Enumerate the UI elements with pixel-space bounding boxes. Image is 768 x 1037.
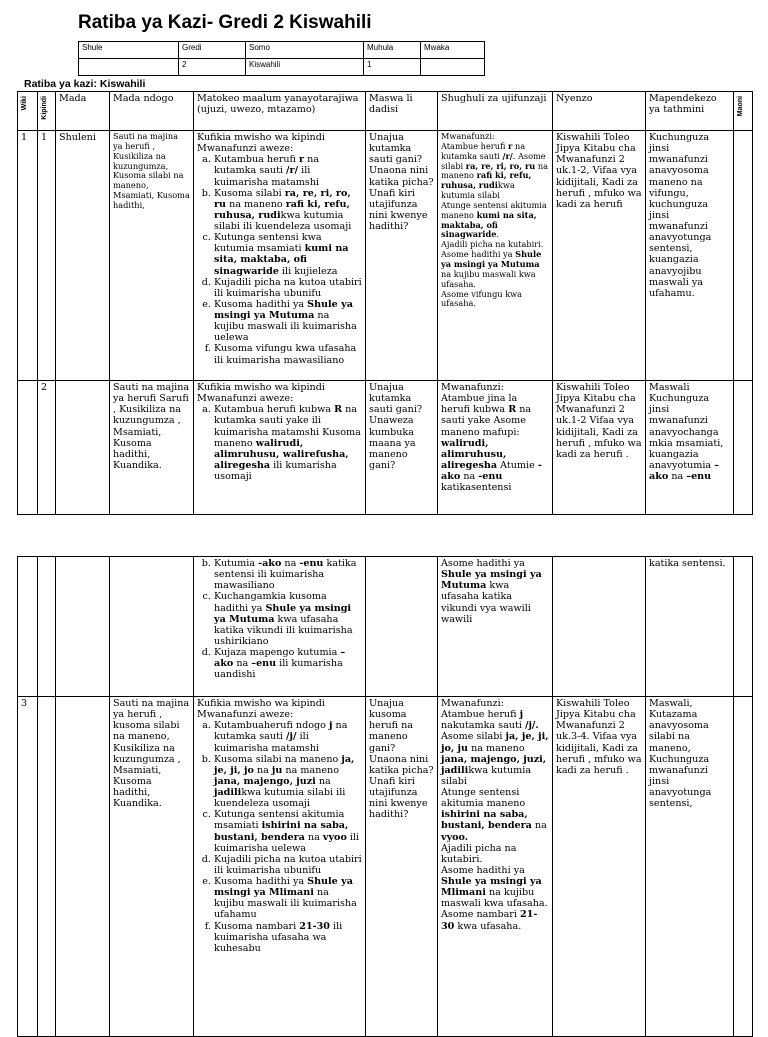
schedule-table-page-1 [17,91,753,515]
meta-header-shule: Shule [79,42,179,59]
cell-kipindi [38,697,56,1037]
list-item: b. Kusoma silabi na maneno ja, je, ji, jo na ju na maneno jana, majengo, juzi na jadilikwa kutumia silabi ili kuendeleza usomaji [214,754,362,810]
cell-mapendekezo: Kuchunguza jinsi mwanafunzi anavyosoma maneno na vifungu, kuchunguza jinsi mwanafunzi anavyotunga sentensi, kuangazia anavyojibu maswali ya ufahamu. [646,131,734,381]
cell-mada-ndogo: Sauti na majina ya herufi , kusoma silabi na maneno, Kusikiliza na kuzungumza , Msamiati, Kusoma hadithi, Kuandika. [110,697,194,1037]
cell-mapendekezo: Maswali, Kutazama anavyosoma silabi na maneno, Kuchunguza mwanafunzi jinsi anavyotunga sentensi, [646,697,734,1037]
header-maswali: Maswa li dadisi [366,92,438,131]
header-kipindi: Kipindi [38,92,56,131]
cell-mada-ndogo: Sauti na majina ya herufi Sarufi , Kusikiliza na kuzungumza , Msamiati, Kusoma hadithi, Kuandika. [110,381,194,515]
cell-shughuli: Mwanafunzi: Atambue herufi r na kutamka sauti /r/. Asome silabi ra, re, ri, ro, ru na maneno rafi ki, refu, ruhusa, rudikwa kutumia silabi Atunge sentensi akitumia maneno kumi na sita, maktaba, ofi sinagwaride. Ajadili picha na kutabiri. Asome hadithi ya Shule ya msingi ya Mutuma na kujibu maswali kwa ufasaha. Asome vifungu kwa ufasaha. [438,131,553,381]
list-item: c. Kuchangamkia kusoma hadithi ya Shule ya msingi ya Mutuma kwa ufasaha katika vikundi ili kuimarisha ushirikiano [214,591,362,647]
cell-nyenzo: Kiswahili Toleo Jipya Kitabu cha Mwanafunzi 2 uk.1-2, Vifaa vya kidijitali, Kadi za herufi , mfuko wa kadi za herufi [553,131,646,381]
matokeo-list [197,720,362,954]
header-mada: Mada [56,92,110,131]
schedule-subtitle: Ratiba ya kazi: Kiswahili [24,78,146,90]
cell-wiki: 1 [18,131,38,381]
list-item: d. Kujadili picha na kutoa utabiri ili kuimarisha ubunifu [214,854,362,876]
cell-mada [56,557,110,697]
meta-value-gredi: 2 [179,59,246,76]
cell-shughuli: Mwanafunzi: Atambue herufi j nakutamka sauti /j/. Asome silabi ja, je, ji, jo, ju na maneno jana, majengo, juzi, jadilikwa kutumia silabi Atunge sentensi akitumia maneno ishirini na saba, bustani, bendera na vyoo. Ajadili picha na kutabiri. Asome hadithi ya Shule ya msingi ya Mlimani na kujibu maswali kwa ufasaha. Asome nambari 21-30 kwa ufasaha. [438,697,553,1037]
header-wiki: Wiki [18,92,38,131]
cell-maoni [734,557,753,697]
cell-nyenzo: Kiswahili Toleo Jipya Kitabu cha Mwanafunzi 2 uk.1-2 Vifaa vya kidijitali, Kadi za herufi , mfuko wa kadi za herufi . [553,381,646,515]
cell-maswali [366,557,438,697]
cell-kipindi: 1 [38,131,56,381]
meta-value-somo: Kiswahili [246,59,364,76]
header-matokeo: Matokeo maalum yanayotarajiwa (ujuzi, uwezo, mtazamo) [194,92,366,131]
list-item: f. Kusoma vifungu kwa ufasaha ili kuimarisha mawasiliano [214,343,362,365]
header-mada-ndogo: Mada ndogo [110,92,194,131]
list-item: a. Kutambua herufi r na kutamka sauti /r/ ili kuimarisha matamshi [214,154,362,187]
cell-nyenzo [553,557,646,697]
cell-mada-ndogo [110,557,194,697]
list-item: d. Kujadili picha na kutoa utabiri ili kuimarisha ubunifu [214,277,362,299]
header-maoni: Maoni [734,92,753,131]
cell-matokeo: Kufikia mwisho wa kipindi Mwanafunzi aweze: a. Kutambua herufi kubwa R na kutamka sauti yake ili kuimarisha matamshi Kusoma maneno walirudi, alimruhusu, walirefusha, aliregesha ili kumarisha usomaji [194,381,366,515]
list-item: a. Kutambua herufi kubwa R na kutamka sauti yake ili kuimarisha matamshi Kusoma maneno walirudi, alimruhusu, walirefusha, aliregesha ili kumarisha usomaji [214,404,362,482]
cell-maoni [734,381,753,515]
cell-maoni [734,131,753,381]
cell-mada [56,697,110,1037]
header-mapendekezo: Mapendekezo ya tathmini [646,92,734,131]
meta-value-mwaka [421,59,485,76]
cell-mapendekezo: Maswali Kuchunguza jinsi mwanafunzi anavyochanga mkia msamiati, kuangazia anavyotumia –ako na –enu [646,381,734,515]
list-item: b. Kusoma silabi ra, re, ri, ro, ru na maneno rafi ki, refu, ruhusa, rudikwa kutumia silabi ili kuendeleza usomaji [214,188,362,233]
matokeo-list [197,558,362,680]
list-item: b. Kutumia -ako na -enu katika sentensi ili kuimarisha mawasiliano [214,558,362,591]
header-nyenzo: Nyenzo [553,92,646,131]
list-item: c. Kutunga sentensi akitumia msamiati ishirini na saba, bustani, bendera na vyoo ili kuimarisha uelewa [214,809,362,854]
meta-header-mwaka: Mwaka [421,42,485,59]
cell-matokeo [194,131,366,381]
list-item: a. Kutambuaherufi ndogo j na kutamka sauti /j/ ili kuimarisha matamshi [214,720,362,753]
cell-shughuli: Mwanafunzi: Atambue jina la herufi kubwa R na sauti yake Asome maneno mafupi: walirudi, alimruhusu, aliregesha Atumie -ako na -enu katikasentensi [438,381,553,515]
matokeo-list [197,404,362,482]
list-item: c. Kutunga sentensi kwa kutumia msamiati kumi na sita, maktaba, ofi sinagwaride ili kujieleza [214,232,362,277]
schedule-table-page-2 [17,556,753,1037]
meta-header-gredi: Gredi [179,42,246,59]
cell-maswali: Unajua kutamka sauti gani? Unaweza kumbuka maana ya maneno gani? [366,381,438,515]
table-row [18,697,753,1037]
matokeo-list [197,154,362,365]
list-item: e. Kusoma hadithi ya Shule ya msingi ya Mlimani na kujibu maswali ili kuimarisha ufahamu [214,876,362,921]
meta-table [78,41,485,76]
table-row [18,131,753,381]
cell-maswali: Unajua kusoma herufi na maneno gani? Unaona nini katika picha? Unafi kiri utajifunza nini kwenye hadithi? [366,697,438,1037]
cell-kipindi: 2 [38,381,56,515]
list-item: f. Kusoma nambari 21-30 ili kuimarisha ufasaha wa kuhesabu [214,921,362,954]
cell-mapendekezo: katika sentensi. [646,557,734,697]
header-shughuli: Shughuli za ujifunzaji [438,92,553,131]
cell-mada [56,381,110,515]
table-row [18,557,753,697]
list-item: e. Kusoma hadithi ya Shule ya msingi ya Mutuma na kujibu maswali ili kuimarisha uelewa [214,299,362,344]
table-row [18,381,753,515]
cell-wiki: 3 [18,697,38,1037]
matokeo-intro: Kufikia mwisho wa kipindi Mwanafunzi aweze: [197,132,325,155]
cell-matokeo: Kufikia mwisho wa kipindi Mwanafunzi aweze: a. Kutambuaherufi ndogo j na kutamka sauti /j/ ili kuimarisha matamshi b. Kusoma silabi na maneno ja, je, ji, jo na ju na maneno jana, majengo, juzi na jadilikwa kutumia silabi ili kuendeleza usomaji c. Kutunga sentensi akitumia msamiati ishirini na saba, bustani, bendera na vyoo ili kuimarisha uelewa d. Kujadili picha na kutoa utabiri ili kuimarisha ubunifu e. Kusoma hadithi ya Shule ya msingi ya Mlimani na kujibu maswali ili kuimarisha ufahamu f. Kusoma nambari 21-30 ili kuimarisha ufasaha wa kuhesabu [194,697,366,1037]
document-title: Ratiba ya Kazi- Gredi 2 Kiswahili [78,12,372,33]
cell-wiki [18,557,38,697]
meta-value-muhula: 1 [364,59,421,76]
cell-shughuli: Asome hadithi ya Shule ya msingi ya Mutuma kwa ufasaha katika vikundi vya wawili wawili [438,557,553,697]
cell-kipindi [38,557,56,697]
cell-maswali: Unajua kutamka sauti gani? Unaona nini katika picha? Unafi kiri utajifunza nini kwenye hadithi? [366,131,438,381]
cell-wiki [18,381,38,515]
cell-matokeo [194,557,366,697]
cell-maoni [734,697,753,1037]
list-item: d. Kujaza mapengo kutumia –ako na –enu ili kumarisha uandishi [214,647,362,680]
meta-value-shule [79,59,179,76]
cell-mada: Shuleni [56,131,110,381]
meta-header-muhula: Muhula [364,42,421,59]
meta-header-somo: Somo [246,42,364,59]
cell-nyenzo: Kiswahili Toleo Jipya Kitabu cha Mwanafunzi 2 uk.3-4. Vifaa vya kidijitali, Kadi za herufi , mfuko wa kadi za herufi . [553,697,646,1037]
cell-mada-ndogo: Sauti na majina ya herufi , Kusikiliza na kuzungumza, Kusoma silabi na maneno, Msamiati, Kusoma hadithi, [110,131,194,381]
